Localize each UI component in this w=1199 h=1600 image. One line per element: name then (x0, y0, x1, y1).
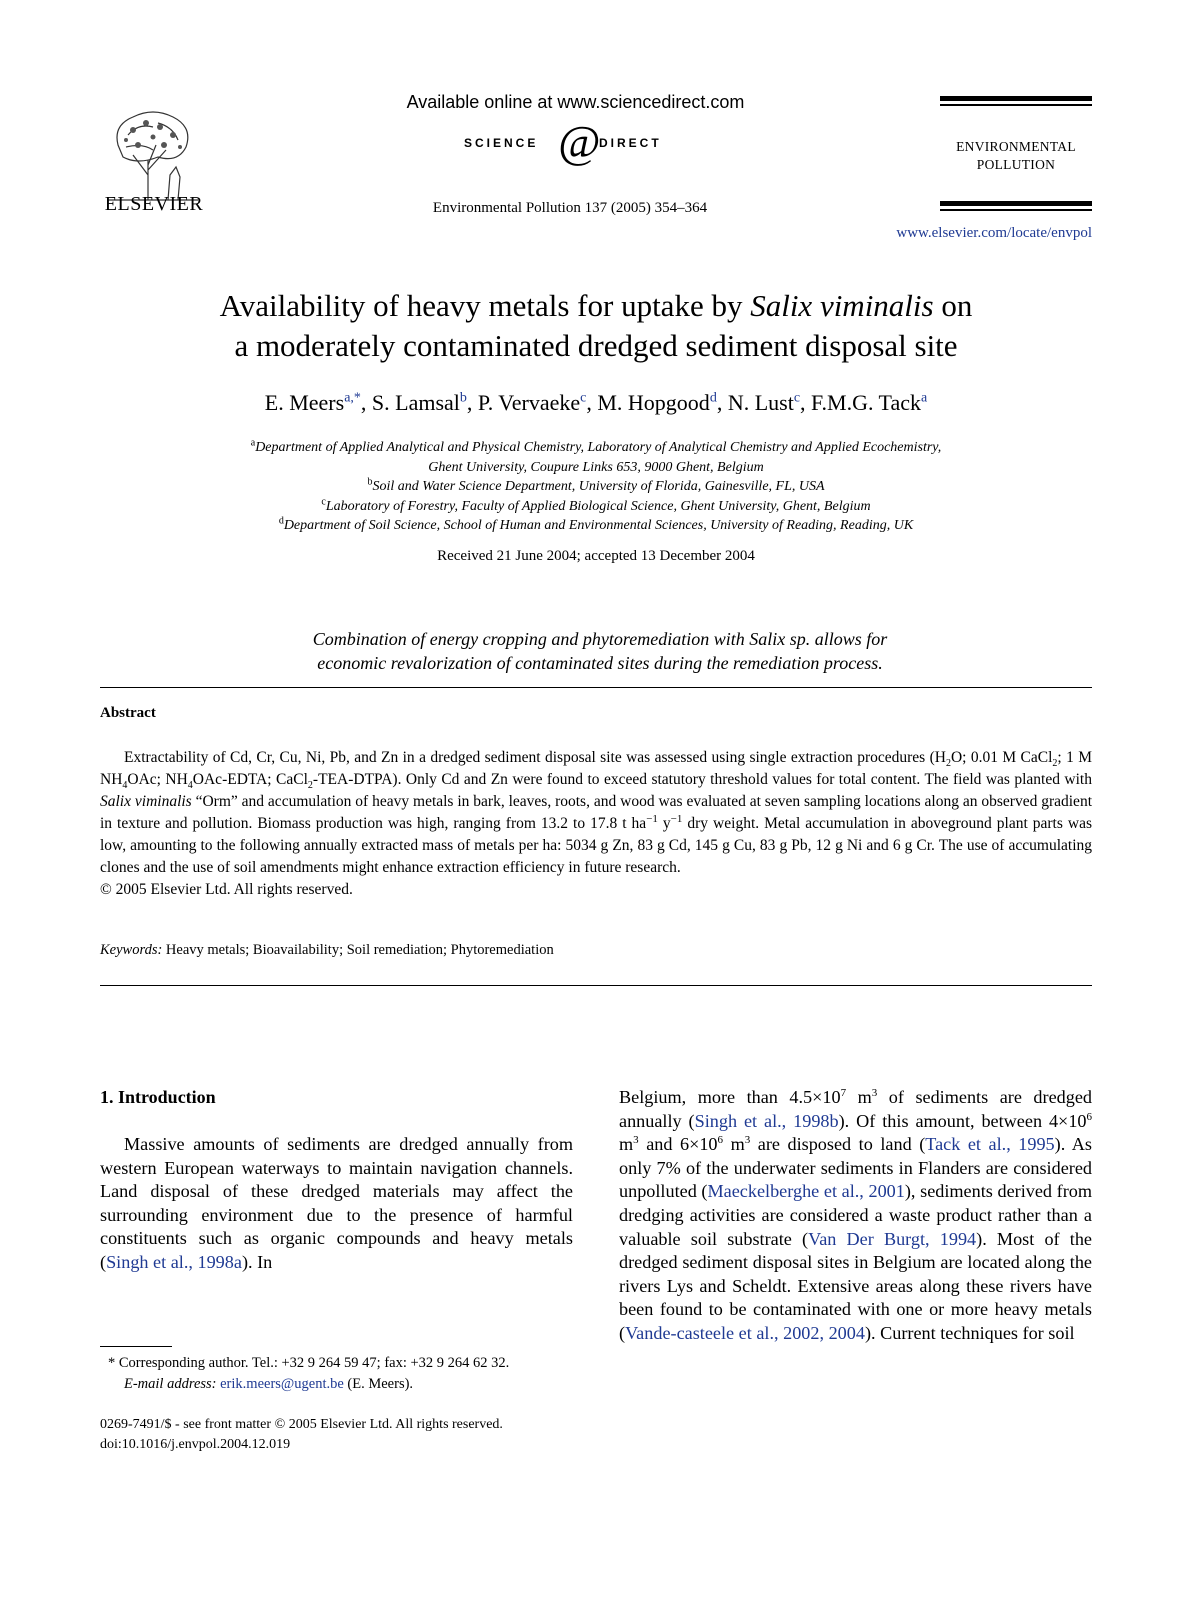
author-affil-link[interactable]: d (709, 390, 717, 406)
corresponding-author-footnote (100, 1353, 580, 1395)
affiliation-text: Department of Applied Analytical and Physical Chemistry, Laboratory of Analytical Chemistry and Applied Ecochemistry, (255, 440, 942, 455)
abstract-body (100, 747, 1092, 901)
affiliation-c (100, 497, 1092, 517)
footnote-text: (E. Meers). (343, 1376, 414, 1392)
author-name: P. Vervaeke (477, 390, 581, 415)
citation-link[interactable]: Vande-casteele et al., 2002, 2004 (625, 1322, 865, 1343)
journal-name-line1: ENVIRONMENTAL (956, 139, 1076, 154)
author-name: S. Lamsal (371, 390, 460, 415)
publisher-name: ELSEVIER (104, 193, 204, 215)
highlight-capsule (200, 627, 1000, 675)
affiliation-label: c (321, 495, 326, 507)
intro-paragraph: Belgium, more than $4.5\times 10^7$ $m^3$ of sediments are dredged annually (Singh et al., 1998b). Of this amount, between $4\times 10^6$ $m^3$ and $6\times 10^6$ $m^3$ are disposed to land (Tack et al., 1995). As only 7% of the underwater sediments in Flanders are considered unpolluted (Maeckelberghe et al., 2001), sediments derived from dredging activities are considered a waste product rather than a valuable soil substrate (Van Der Burgt, 1994). Most of the dredged sediment disposal sites in Belgium are located along the rivers Lys and Scheldt. Extensive areas along these rivers have been found to be contaminated with one or more heavy metals (Vande-casteele et al., 2002, 2004). Current techniques for soil (619, 1086, 1093, 1343)
affiliation-label: b (367, 476, 373, 488)
author-affil-link[interactable]: c (793, 390, 801, 406)
affiliation-text: Department of Soil Science, School of Human and Environmental Sciences, University of Reading, Reading, UK (283, 518, 914, 533)
affiliation-a (100, 438, 1092, 458)
author-affil-link[interactable]: b (459, 390, 467, 406)
intro-left-column (100, 1133, 573, 1275)
sciencedirect-logo (464, 119, 689, 171)
author-name: F.M.G. Tack (811, 390, 921, 415)
journal-url-link[interactable]: www.elsevier.com/locate/envpol (896, 225, 1092, 241)
affiliation-b (100, 477, 1092, 497)
sciencedirect-logo-left: SCIENCE (464, 136, 539, 150)
sciencedirect-logo-at: @ (558, 119, 601, 167)
affiliation-d (100, 516, 1092, 536)
citation-link[interactable]: Singh et al., 1998a (106, 1251, 242, 1272)
sciencedirect-logo-right: DIRECT (599, 136, 662, 150)
journal-reference: Environmental Pollution 137 (2005) 354–364 (432, 200, 708, 216)
affiliation-label: a (250, 437, 256, 449)
divider (100, 985, 1092, 986)
divider (100, 687, 1092, 688)
keywords-label: Keywords: (100, 942, 163, 958)
highlight-line-2: economic revalorization of contaminated sites during the remediation process. (317, 653, 883, 673)
footnote-contact: * Corresponding author. Tel.: +32 9 264 59 47; fax: +32 9 264 62 32. (108, 1355, 510, 1371)
citation-link[interactable]: Maeckelberghe et al., 2001 (707, 1181, 905, 1202)
affiliations (100, 438, 1092, 536)
header-rule (940, 96, 1092, 101)
header-rule (940, 104, 1092, 106)
author-name: E. Meers (264, 390, 345, 415)
available-online-text: Available online at www.sciencedirect.com (406, 92, 745, 112)
footnote-rule (100, 1346, 172, 1347)
received-dates: Received 21 June 2004; accepted 13 December 2004 (437, 548, 755, 564)
citation-link[interactable]: Singh et al., 1998b (694, 1110, 839, 1131)
author-affil-link[interactable]: a,* (344, 390, 361, 406)
highlight-line-1: Combination of energy cropping and phytoremediation with Salix sp. allows for (312, 629, 888, 649)
title-text: Availability of heavy metals for uptake by (219, 288, 751, 323)
issn-line: 0269-7491/$ - see front matter © 2005 Elsevier Ltd. All rights reserved. (100, 1417, 503, 1432)
keywords (100, 942, 554, 959)
title-line-2: a moderately contaminated dredged sediment disposal site (234, 328, 958, 363)
affiliation-text: Laboratory of Forestry, Faculty of Applied Biological Science, Ghent University, Ghent, Belgium (325, 498, 871, 514)
journal-name (940, 138, 1092, 174)
title-species: Salix viminalis (750, 288, 934, 323)
intro-paragraph: Massive amounts of sediments are dredged annually from western European waterways to maintain navigation channels. Land disposal of these dredged materials may affect the surrounding environment due to the presence of harmful constituents such as organic compounds and heavy metals (Singh et al., 1998a). In (100, 1134, 573, 1272)
doi-line: doi:10.1016/j.envpol.2004.12.019 (100, 1437, 291, 1452)
author-affil-link[interactable]: a (921, 390, 928, 406)
front-matter (100, 1415, 600, 1455)
title-text: on (933, 288, 973, 323)
affiliation-a-cont: Ghent University, Coupure Links 653, 9000 Ghent, Belgium (428, 459, 764, 475)
author-list: E. Meers$^{a,*}$, S. Lamsal$^b$, P. Vervaeke$^c$, M. Hopgood$^d$, N. Lust$^c$, F.M.G. Tack$^a$ (264, 390, 928, 415)
author-name: N. Lust (727, 390, 794, 415)
keywords-list: Heavy metals; Bioavailability; Soil remediation; Phytoremediation (162, 942, 554, 958)
copyright-notice: © 2005 Elsevier Ltd. All rights reserved. (100, 881, 353, 898)
abstract-paragraph: Extractability of Cd, Cr, Cu, Ni, Pb, and Zn in a dredged sediment disposal site was assessed using single extraction procedures ($H_2O$; 0.01 M CaCl$_2$; 1 M $NH_4OAc$; $NH_4OAc$-EDTA; CaCl$_2$-TEA-DTPA). Only Cd and Zn were found to exceed statutory threshold values for total content. The field was planted with Salix viminalis “Orm” and accumulation of heavy metals in bark, leaves, roots, and wood was evaluated at seven sampling locations along an observed gradient in texture and pollution. Biomass production was high, ranging from 13.2 to 17.8 t $ha^{-1}$ $y^{-1}$ dry weight. Metal accumulation in aboveground plant parts was low, amounting to the following annually extracted mass of metals per ha: 5034 g Zn, 83 g Cd, 145 g Cu, 83 g Pb, 12 g Ni and 6 g Cr. The use of accumulating clones and the use of soil amendments might enhance extraction efficiency in future research. (100, 749, 1093, 876)
citation-link[interactable]: Van Der Burgt, 1994 (808, 1228, 977, 1249)
article-title (100, 286, 1092, 366)
abstract-heading: Abstract (100, 705, 156, 721)
affiliation-text: Soil and Water Science Department, University of Florida, Gainesville, FL, USA (372, 479, 825, 494)
citation-link[interactable]: Tack et al., 1995 (925, 1134, 1055, 1155)
author-name: M. Hopgood (597, 390, 710, 415)
header-rule (940, 209, 1092, 211)
intro-right-column (619, 1086, 1092, 1346)
author-affil-link[interactable]: c (580, 390, 587, 406)
email-label: E-mail address: (124, 1376, 217, 1392)
header-rule (940, 201, 1092, 206)
journal-name-line2: POLLUTION (976, 157, 1056, 172)
affiliation-label: d (278, 515, 284, 527)
email-link[interactable]: erik.meers@ugent.be (220, 1376, 344, 1392)
section-heading-introduction: 1. Introduction (100, 1087, 216, 1107)
